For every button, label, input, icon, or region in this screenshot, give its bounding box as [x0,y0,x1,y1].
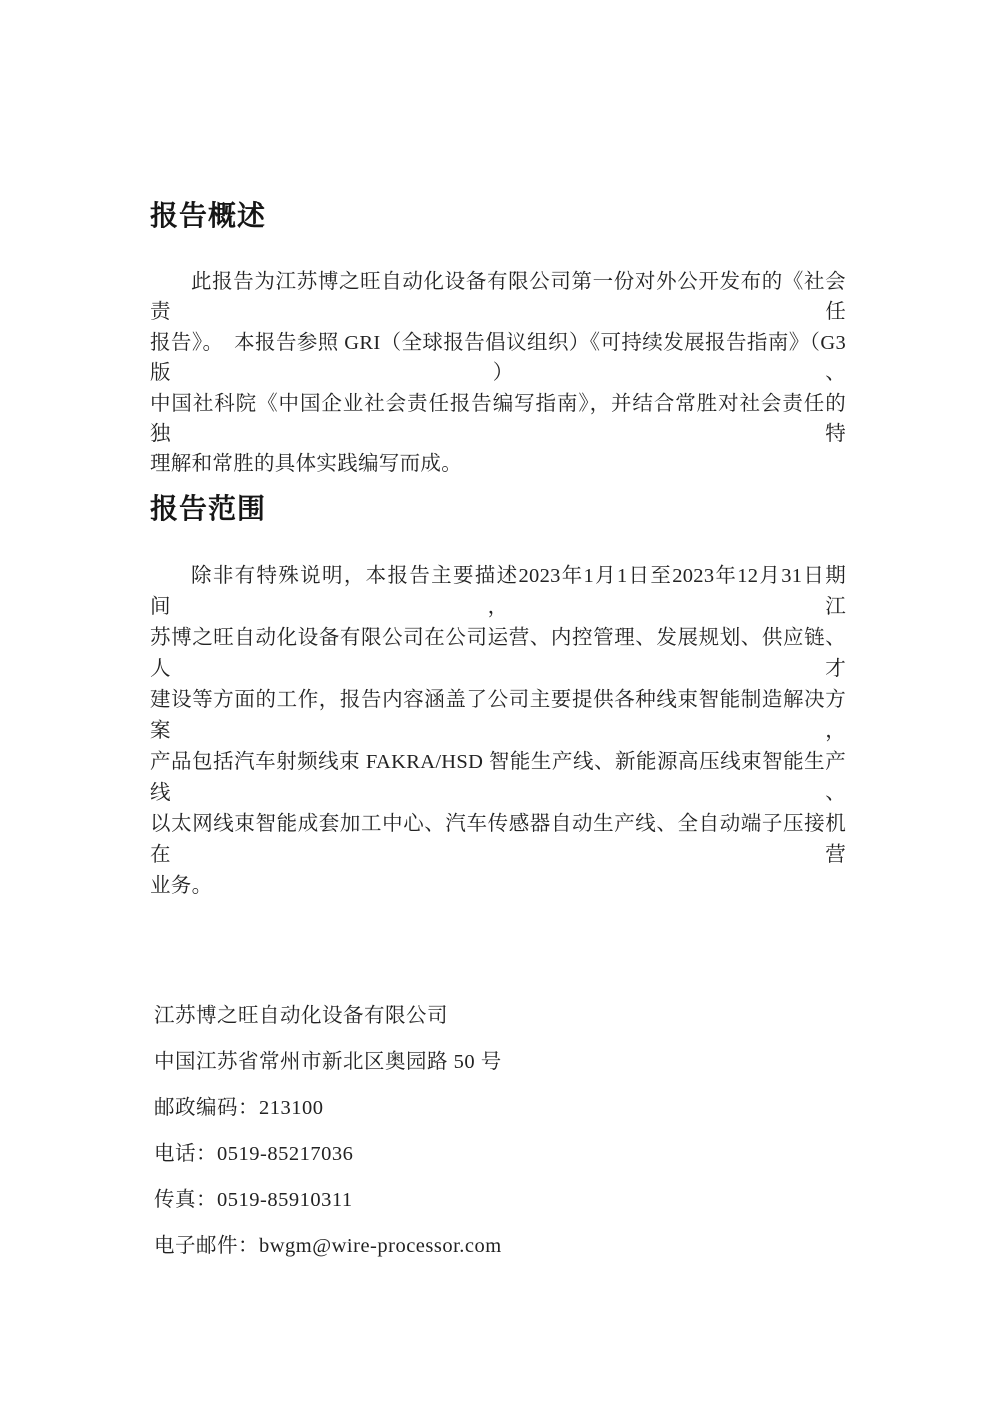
text-line: 苏博之旺自动化设备有限公司在公司运营、内控管理、发展规划、供应链、人才 [150,626,846,680]
section-scope [150,493,846,902]
contact-block [150,1001,846,1261]
text-line: 以太网线束智能成套加工中心、汽车传感器自动生产线、全自动端子压接机在营 [150,812,846,866]
text-line: 报告》。 本报告参照 GRI（全球报告倡议组织）《可持续发展报告指南》（G3 版）、 [150,331,846,385]
overview-paragraph [150,267,846,480]
scope-heading: 报告范围 [150,491,267,525]
text-line: 理解和常胜的具体实践编写而成。 [150,453,462,476]
text-line: 中国社科院《中国企业社会责任报告编写指南》，并结合常胜对社会责任的独特 [150,392,846,446]
text-line: 除非有特殊说明，本报告主要描述2023年1月1日至2023年12月31日期间，江 [150,564,846,618]
section-overview [150,200,846,480]
postal-code-line: 邮政编码：213100 [154,1096,324,1119]
text-line: 产品包括汽车射频线束 FAKRA/HSD 智能生产线、新能源高压线束智能生产线、 [150,750,846,804]
company-name: 江苏博之旺自动化设备有限公司 [154,1004,448,1027]
email-line: 电子邮件：bwgm@wire-processor.com [154,1234,502,1257]
text-line: 此报告为江苏博之旺自动化设备有限公司第一份对外公开发布的《社会责任 [150,271,846,324]
phone-line: 电话：0519-85217036 [154,1142,354,1165]
text-line: 建设等方面的工作，报告内容涵盖了公司主要提供各种线束智能制造解决方案， [150,688,846,742]
fax-line: 传真：0519-85910311 [154,1188,353,1211]
overview-heading: 报告概述 [150,199,267,232]
scope-paragraph [150,561,846,902]
company-address: 中国江苏省常州市新北区奥园路 50 号 [154,1050,502,1073]
text-line: 业务。 [150,874,213,897]
